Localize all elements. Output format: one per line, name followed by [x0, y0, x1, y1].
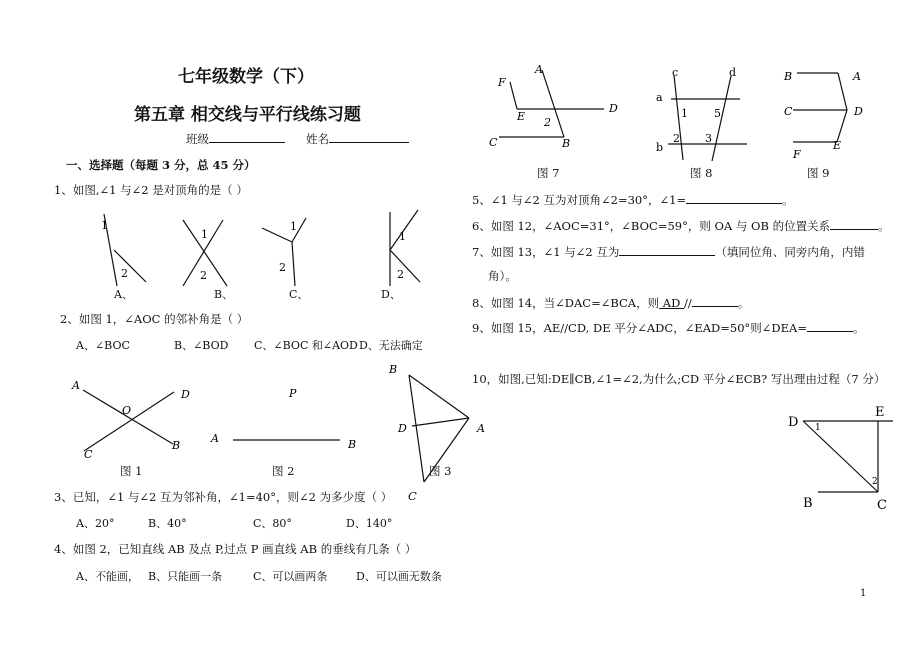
fig7-label-a: A [535, 63, 543, 76]
fig2-label-a: A [211, 432, 219, 445]
fig8-label-d: d [729, 66, 737, 79]
q2-option-d[interactable]: D、无法确定 [359, 339, 423, 352]
fig9-label-c: C [784, 105, 793, 118]
q7-text: 7、如图 13，∠1 与∠2 互为 [472, 245, 620, 259]
q5-end: 。 [782, 193, 794, 207]
fig9-label-f: F [793, 148, 801, 161]
fig9-label-a: A [853, 70, 861, 83]
fig7-label-c: C [489, 136, 498, 149]
q2-option-b[interactable]: B、∠BOD [174, 339, 229, 352]
q10-label-b: B [803, 496, 813, 511]
q10-label-e: E [875, 405, 885, 420]
question-1: 1、如图,∠1 与∠2 是对顶角的是（ ） [54, 183, 248, 197]
q9-end: 。 [852, 321, 865, 335]
question-3: 3、已知，∠1 与∠2 互为邻补角，∠1=40°，则∠2 为多少度（ ） [54, 490, 393, 504]
q10-label-c: C [877, 498, 887, 513]
q3-option-b[interactable]: B、40° [148, 517, 187, 530]
fig7-label-e: E [517, 110, 526, 123]
class-label: 班级 [186, 132, 209, 146]
fig8-label-2: 2 [673, 132, 680, 145]
q10-label-1: 1 [815, 423, 821, 433]
question-7-line2: 角）。 [488, 269, 517, 283]
fig9-label-e: E [833, 139, 842, 152]
fig8-label-5: 5 [714, 107, 721, 120]
q8-parallel: // [683, 296, 692, 310]
fig1-label-b: B [172, 439, 181, 452]
fig8-label-b: b [656, 141, 664, 154]
q4-option-d[interactable]: D、可以画无数条 [356, 570, 442, 583]
fig1-label-d: D [181, 388, 190, 401]
fig7-label-f: F [498, 76, 506, 89]
fig3-label-d: D [398, 422, 407, 435]
fig2-label-p: P [289, 387, 297, 400]
fig8-caption: 图 8 [690, 166, 713, 180]
q1c-label-1: 1 [290, 220, 297, 233]
fig1-label-o: O [122, 404, 132, 417]
q8-text: 8、如图 14，当∠DAC=∠BCA，则 [472, 296, 660, 310]
page-title: 七年级数学（下） [178, 67, 314, 87]
q1a-label-1: 1 [101, 219, 108, 232]
q1a-label-2: 2 [121, 267, 128, 280]
q3-option-a[interactable]: A、20° [76, 517, 115, 530]
question-4: 4、如图 2，已知直线 AB 及点 P,过点 P 画直线 AB 的垂线有几条（ ） [54, 542, 417, 556]
q9-text: 9、如图 15，AE//CD, DE 平分∠ADC，∠EAD=50°则∠DEA= [472, 321, 807, 335]
fig8-label-a: a [656, 91, 663, 104]
fig7-label-2: 2 [544, 116, 551, 129]
q6-end: 。 [878, 219, 890, 233]
q1d-label-2: 2 [397, 268, 404, 281]
q3-option-d[interactable]: D、140° [346, 517, 393, 530]
q2-option-a[interactable]: A、∠BOC [76, 339, 130, 352]
section-heading: 一、选择题（每题 3 分，总 45 分） [66, 158, 256, 172]
q7-tail: （填同位角、同旁内角，内错 [715, 245, 865, 259]
q1-option-a[interactable]: A、 [114, 288, 133, 301]
fig7-label-d: D [609, 102, 618, 115]
q4-option-a[interactable]: A、不能画， [76, 570, 139, 583]
q4-option-c[interactable]: C、可以画两条 [253, 570, 328, 583]
q8-end: 。 [737, 296, 750, 310]
q3-option-c[interactable]: C、80° [253, 517, 292, 530]
fig3-label-a: A [477, 422, 485, 435]
fig1-caption: 图 1 [120, 464, 143, 478]
question-2: 2、如图 1，∠AOC 的邻补角是（ ） [60, 312, 249, 326]
fig3-label-c: C [408, 489, 417, 503]
q4-option-b[interactable]: B、只能画一条 [148, 570, 223, 583]
fig7-label-b: B [562, 137, 571, 150]
fig9-label-d: D [854, 105, 863, 118]
fig2-caption: 图 2 [272, 464, 295, 478]
q1-option-d[interactable]: D、 [381, 288, 401, 301]
fig2-label-b: B [348, 438, 357, 451]
q1d-label-1: 1 [399, 230, 406, 243]
fig1-label-c: C [84, 448, 93, 461]
fig8-label-1: 1 [681, 107, 688, 120]
q10-label-2: 2 [872, 477, 878, 487]
name-label: 姓名 [306, 132, 329, 146]
fig1-label-a: A [72, 379, 80, 392]
fig8-label-c: c [672, 66, 679, 79]
page-number: 1 [860, 588, 867, 599]
q10-label-d: D [788, 415, 799, 430]
q1-option-c[interactable]: C、 [289, 288, 309, 301]
fig9-caption: 图 9 [807, 166, 830, 180]
fig3-caption: 图 3 [429, 464, 452, 478]
q5-text: 5、∠1 与∠2 互为对顶角∠2=30°，∠1= [472, 193, 687, 207]
fig7-caption: 图 7 [537, 166, 560, 180]
fig3-label-b: B [389, 363, 398, 376]
q6-text: 6、如图 12，∠AOC=31°，∠BOC=59°，则 OA 与 OB 的位置关系 [472, 219, 831, 233]
q1-option-b[interactable]: B、 [214, 288, 234, 301]
fig8-label-3: 3 [705, 132, 712, 145]
q2-option-c[interactable]: C、∠BOC 和∠AOD [254, 339, 358, 352]
q1c-label-2: 2 [279, 261, 286, 274]
q8-fill: AD [659, 296, 684, 310]
q1b-label-1: 1 [201, 228, 208, 241]
q1b-label-2: 2 [200, 269, 207, 282]
fig9-label-b: B [784, 70, 793, 83]
chapter-title: 第五章 相交线与平行线练习题 [134, 105, 361, 125]
question-10: 10，如图,已知:DE∥CB,∠1=∠2,为什么;CD 平分∠ECB? 写出理由过程（7 分） [472, 372, 886, 386]
